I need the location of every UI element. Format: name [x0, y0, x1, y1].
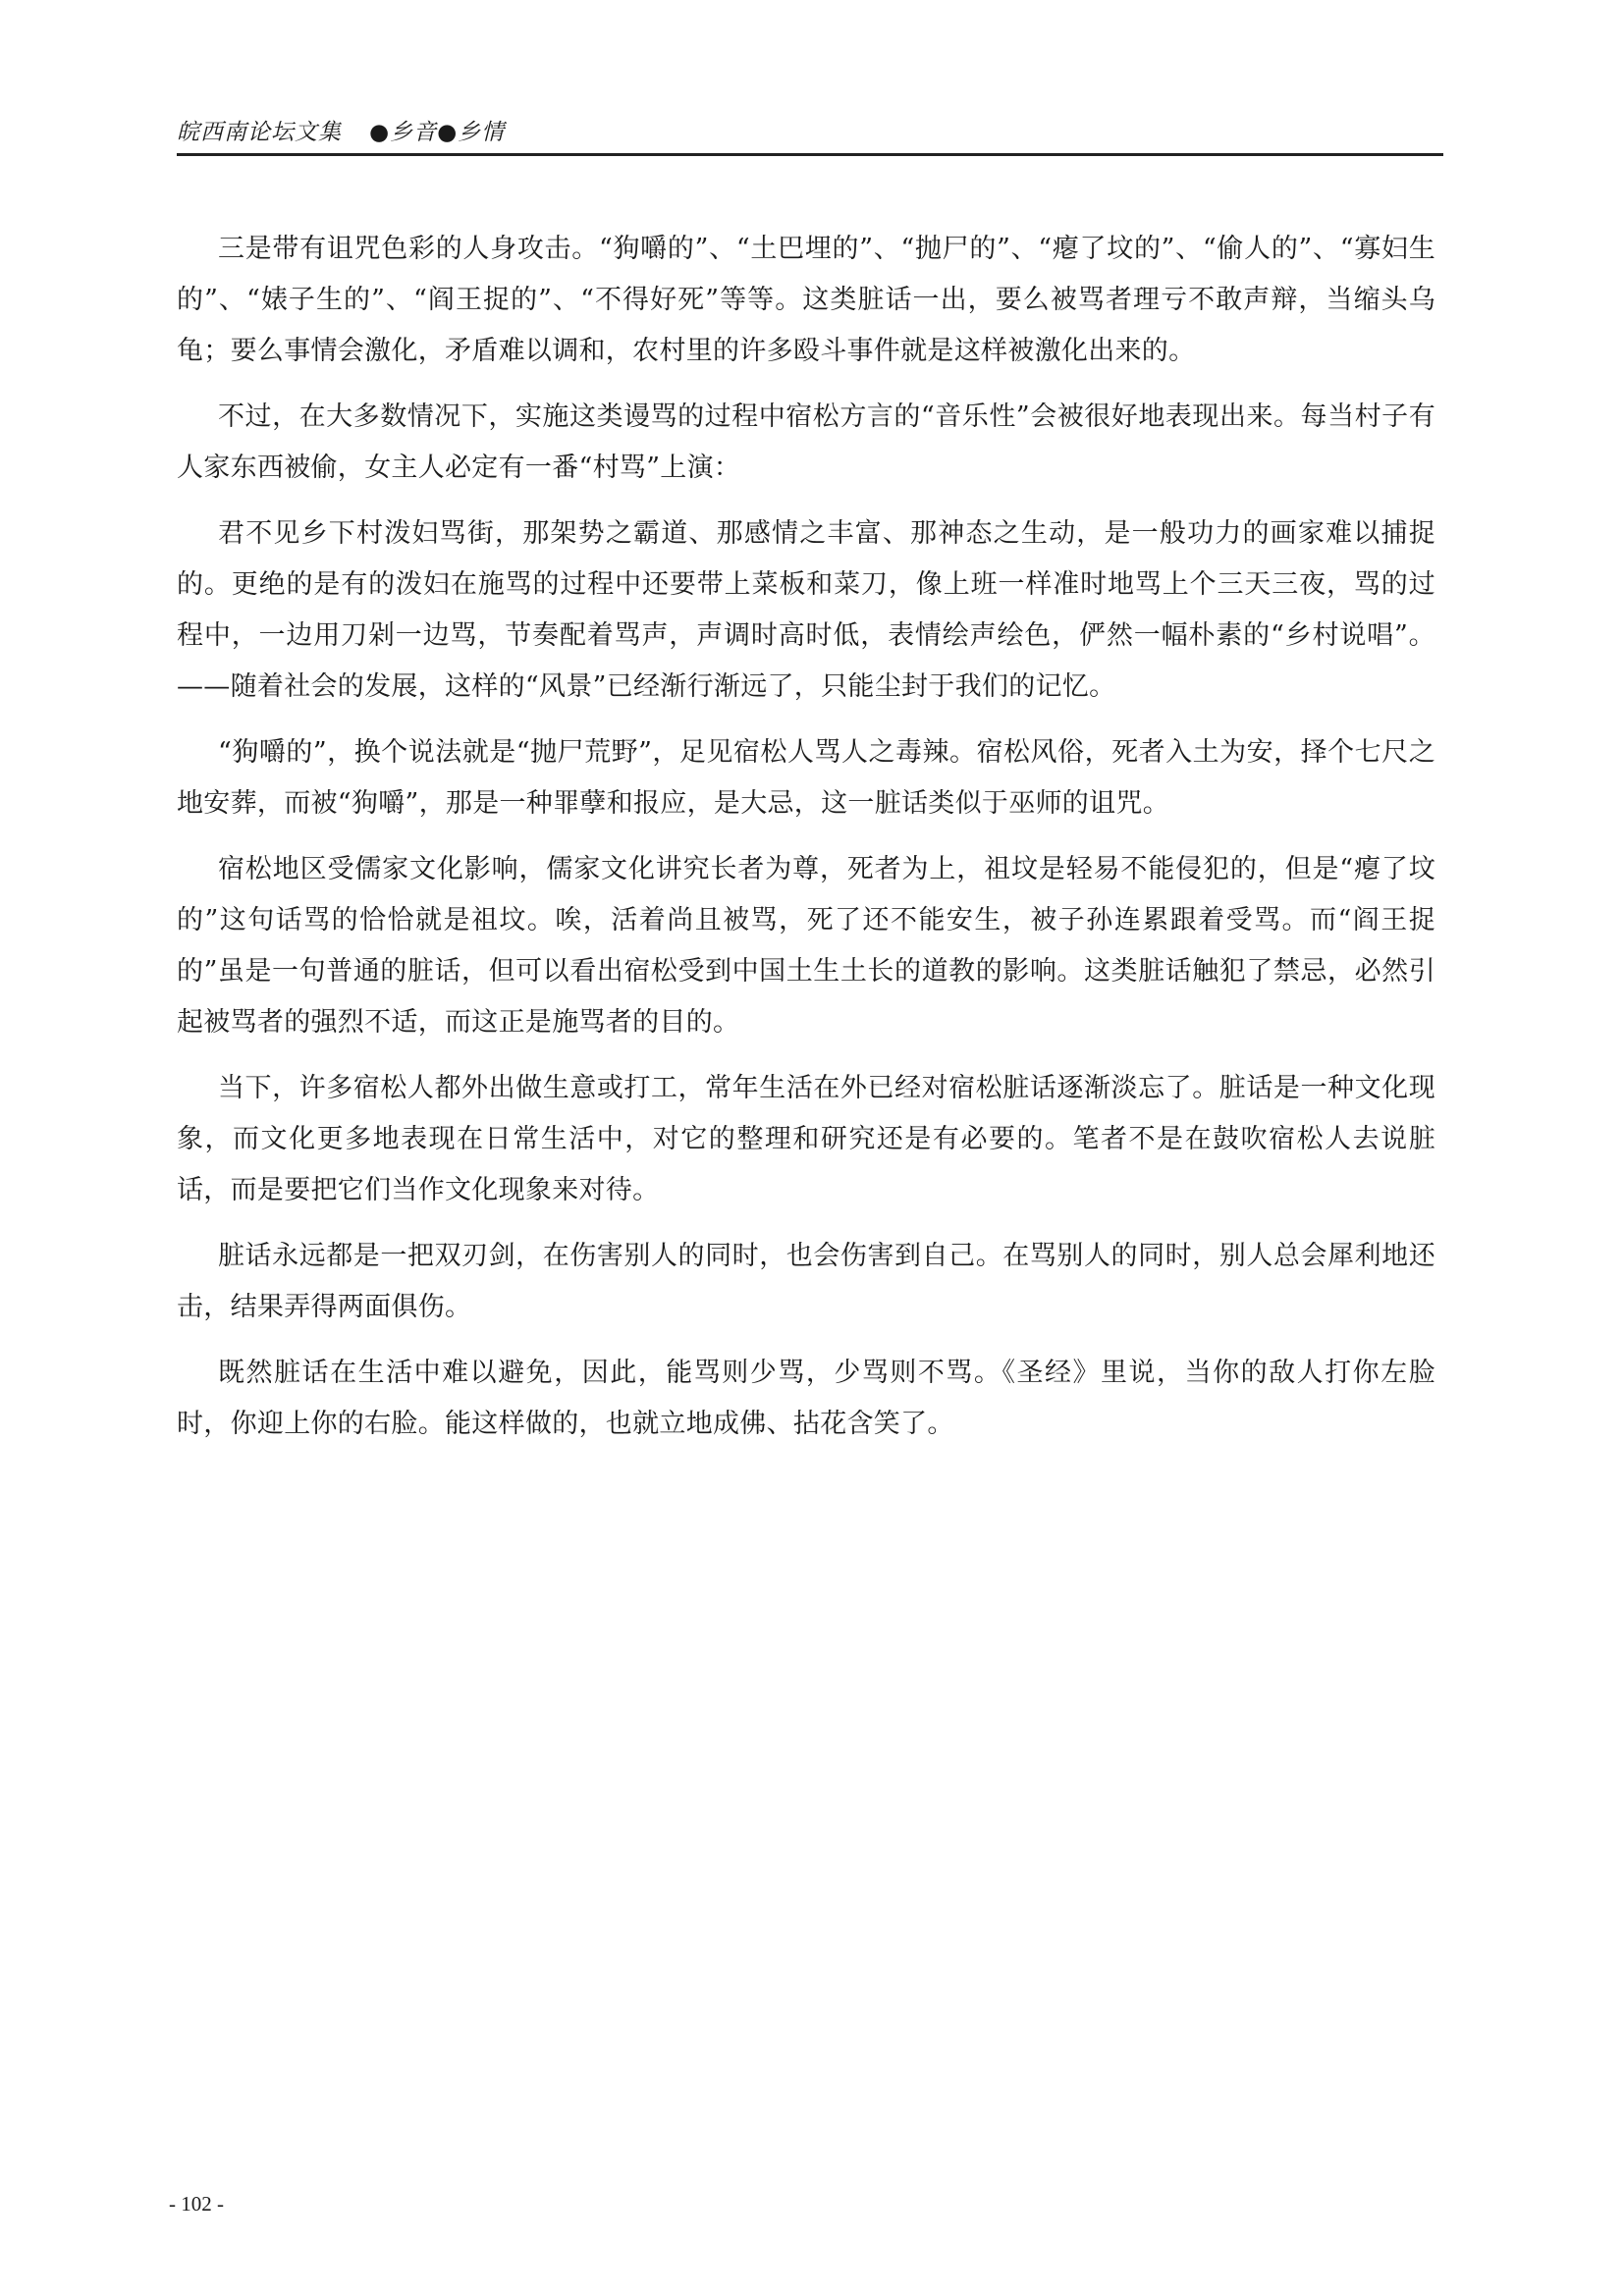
paragraph: 当下，许多宿松人都外出做生意或打工，常年生活在外已经对宿松脏话逐渐淡忘了。脏话是一种文化现象，而文化更多地表现在日常生活中，对它的整理和研究还是有必要的。笔者不是在鼓吹宿松人去说脏话，而是要把它们当作文化现象来对待。: [177, 1073, 1435, 1205]
paragraph: 脏话永远都是一把双刃剑，在伤害别人的同时，也会伤害到自己。在骂别人的同时，别人总会犀利地还击，结果弄得两面俱伤。: [177, 1241, 1435, 1322]
running-head: [177, 114, 505, 146]
paragraph: 三是带有诅咒色彩的人身攻击。“狗嚼的”、“土巴埋的”、“抛尸的”、“瘪了坟的”、“偷人的”、“寡妇生的”、“婊子生的”、“阎王捉的”、“不得好死”等等。这类脏话一出，要么被骂者理亏不敢声辩，当缩头乌龟；要么事情会激化，矛盾难以调和，农村里的许多殴斗事件就是这样被激化出来的。: [177, 234, 1435, 366]
page-header: [177, 110, 1443, 156]
page-number: - 102 -: [169, 2192, 224, 2216]
book-title: 皖西南论坛文集: [177, 120, 342, 145]
article-body: [177, 224, 1435, 1465]
paragraph: 既然脏话在生活中难以避免，因此，能骂则少骂，少骂则不骂。《圣经》里说，当你的敌人打你左脸时，你迎上你的右脸。能这样做的，也就立地成佛、拈花含笑了。: [177, 1358, 1435, 1439]
section-title: ●乡音●乡情: [369, 120, 506, 145]
paragraph: “狗嚼的”，换个说法就是“抛尸荒野”，足见宿松人骂人之毒辣。宿松风俗，死者入土为安，择个七尺之地安葬，而被“狗嚼”，那是一种罪孽和报应，是大忌，这一脏话类似于巫师的诅咒。: [177, 737, 1435, 819]
paragraph: 宿松地区受儒家文化影响，儒家文化讲究长者为尊，死者为上，祖坟是轻易不能侵犯的，但是“瘪了坟的”这句话骂的恰恰就是祖坟。唉，活着尚且被骂，死了还不能安生，被子孙连累跟着受骂。而“阎王捉的”虽是一句普通的脏话，但可以看出宿松受到中国土生土长的道教的影响。这类脏话触犯了禁忌，必然引起被骂者的强烈不适，而这正是施骂者的目的。: [177, 854, 1435, 1038]
paragraph: 君不见乡下村泼妇骂街，那架势之霸道、那感情之丰富、那神态之生动，是一般功力的画家难以捕捉的。更绝的是有的泼妇在施骂的过程中还要带上菜板和菜刀，像上班一样准时地骂上个三天三夜，骂的过程中，一边用刀剁一边骂，节奏配着骂声，声调时高时低，表情绘声绘色，俨然一幅朴素的“乡村说唱”。——随着社会的发展，这样的“风景”已经渐行渐远了，只能尘封于我们的记忆。: [177, 518, 1435, 702]
paragraph: 不过，在大多数情况下，实施这类谩骂的过程中宿松方言的“音乐性”会被很好地表现出来。每当村子有人家东西被偷，女主人必定有一番“村骂”上演：: [177, 401, 1435, 483]
